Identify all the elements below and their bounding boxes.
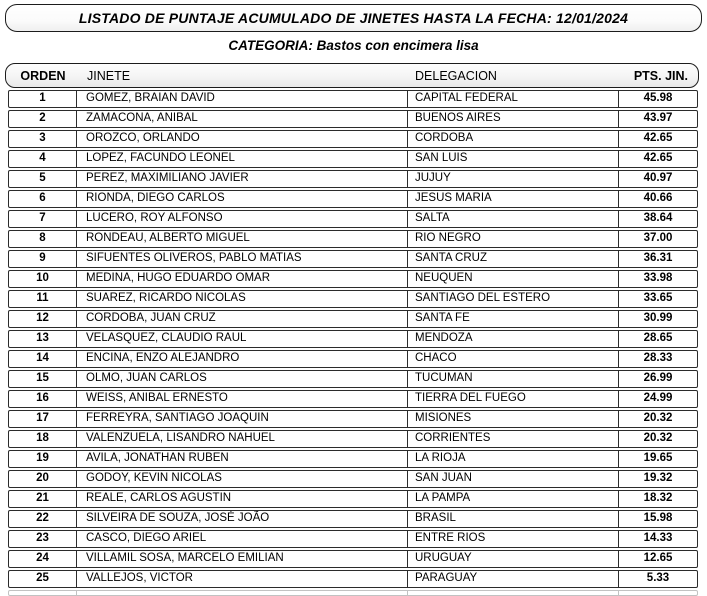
table-row bbox=[8, 270, 698, 288]
row-delegacion: SANTIAGO DEL ESTERO bbox=[408, 291, 619, 307]
table-row bbox=[8, 130, 698, 148]
table-row bbox=[8, 530, 698, 548]
row-orden: 9 bbox=[9, 251, 77, 267]
table-row bbox=[8, 330, 698, 348]
row-orden bbox=[9, 591, 77, 595]
row-jinete: VILLAMIL SOSA, MARCELO EMILIAN bbox=[77, 551, 408, 567]
row-jinete: GOMEZ, BRAIAN DAVID bbox=[77, 91, 408, 107]
row-orden: 25 bbox=[9, 571, 77, 587]
row-orden: 21 bbox=[9, 491, 77, 507]
row-orden: 11 bbox=[9, 291, 77, 307]
row-jinete: RONDEAU, ALBERTO MIGUEL bbox=[77, 231, 408, 247]
row-delegacion: SAN LUIS bbox=[408, 151, 619, 167]
row-points: 40.97 bbox=[643, 172, 673, 185]
row-points: 28.65 bbox=[643, 332, 673, 345]
table-row bbox=[8, 550, 698, 568]
table-body bbox=[8, 90, 698, 596]
row-orden: 5 bbox=[9, 171, 77, 187]
row-jinete bbox=[77, 591, 408, 595]
row-delegacion bbox=[408, 591, 619, 595]
row-jinete: LOPEZ, FACUNDO LEONEL bbox=[77, 151, 408, 167]
table-row bbox=[8, 430, 698, 448]
row-delegacion: CHACO bbox=[408, 351, 619, 367]
row-delegacion: TUCUMAN bbox=[408, 371, 619, 387]
row-points: 40.66 bbox=[643, 192, 673, 205]
title-box bbox=[5, 4, 702, 32]
row-points: 12.65 bbox=[643, 552, 673, 565]
partial-cutoff-row bbox=[8, 590, 698, 596]
row-delegacion: LA RIOJA bbox=[408, 451, 619, 467]
row-jinete: CORDOBA, JUAN CRUZ bbox=[77, 311, 408, 327]
row-delegacion: RIO NEGRO bbox=[408, 231, 619, 247]
table-row bbox=[8, 310, 698, 328]
row-points: 18.32 bbox=[643, 492, 673, 505]
row-points: 19.65 bbox=[643, 452, 673, 465]
row-delegacion: JUJUY bbox=[408, 171, 619, 187]
row-jinete: ZAMACONA, ANIBAL bbox=[77, 111, 408, 127]
row-jinete: OROZCO, ORLANDO bbox=[77, 131, 408, 147]
table-row bbox=[8, 290, 698, 308]
row-jinete: VALENZUELA, LISANDRO NAHUEL bbox=[77, 431, 408, 447]
table-row bbox=[8, 370, 698, 388]
row-points: 20.32 bbox=[643, 412, 673, 425]
row-jinete: CASCO, DIEGO ARIEL bbox=[77, 531, 408, 547]
row-jinete: WEISS, ANIBAL ERNESTO bbox=[77, 391, 408, 407]
table-row bbox=[8, 390, 698, 408]
row-points: 33.65 bbox=[643, 292, 673, 305]
row-delegacion: BRASIL bbox=[408, 511, 619, 527]
column-header-pts: PTS. JIN. bbox=[633, 68, 688, 83]
row-orden: 4 bbox=[9, 151, 77, 167]
row-points: 28.33 bbox=[643, 352, 673, 365]
row-delegacion: TIERRA DEL FUEGO bbox=[408, 391, 619, 407]
row-delegacion: NEUQUEN bbox=[408, 271, 619, 287]
row-orden: 24 bbox=[9, 551, 77, 567]
row-orden: 6 bbox=[9, 191, 77, 207]
row-jinete: ENCINA, ENZO ALEJANDRO bbox=[77, 351, 408, 367]
row-delegacion: SANTA FE bbox=[408, 311, 619, 327]
row-orden: 10 bbox=[9, 271, 77, 287]
table-row bbox=[8, 190, 698, 208]
row-points: 19.32 bbox=[643, 472, 673, 485]
row-points: 33.98 bbox=[643, 272, 673, 285]
column-header-delegacion: DELEGACION bbox=[415, 68, 497, 83]
table-row bbox=[8, 510, 698, 528]
page-title: LISTADO DE PUNTAJE ACUMULADO DE JINETES HASTA LA FECHA: 12/01/2024 bbox=[78, 10, 629, 26]
row-delegacion: LA PAMPA bbox=[408, 491, 619, 507]
row-jinete: SUAREZ, RICARDO NICOLAS bbox=[77, 291, 408, 307]
row-points bbox=[619, 591, 697, 595]
row-orden: 7 bbox=[9, 211, 77, 227]
row-points: 42.65 bbox=[643, 152, 673, 165]
row-orden: 17 bbox=[9, 411, 77, 427]
row-delegacion: CAPITAL FEDERAL bbox=[408, 91, 619, 107]
row-jinete: VALLEJOS, VICTOR bbox=[77, 571, 408, 587]
row-jinete: MEDINA, HUGO EDUARDO OMAR bbox=[77, 271, 408, 287]
column-header-orden: ORDEN bbox=[20, 68, 66, 83]
row-orden: 18 bbox=[9, 431, 77, 447]
row-jinete: OLMO, JUAN CARLOS bbox=[77, 371, 408, 387]
row-points: 24.99 bbox=[643, 392, 673, 405]
row-jinete: SILVEIRA DE SOUZA, JOSÉ JOÃO bbox=[77, 511, 408, 527]
row-points: 36.31 bbox=[643, 252, 673, 265]
row-points: 15.98 bbox=[643, 512, 673, 525]
row-orden: 2 bbox=[9, 111, 77, 127]
row-orden: 15 bbox=[9, 371, 77, 387]
row-jinete: RIONDA, DIEGO CARLOS bbox=[77, 191, 408, 207]
row-orden: 13 bbox=[9, 331, 77, 347]
table-row bbox=[8, 110, 698, 128]
table-row bbox=[8, 150, 698, 168]
row-orden: 8 bbox=[9, 231, 77, 247]
row-orden: 20 bbox=[9, 471, 77, 487]
row-delegacion: JESUS MARIA bbox=[408, 191, 619, 207]
table-row bbox=[8, 470, 698, 488]
table-row bbox=[8, 90, 698, 108]
row-delegacion: CORRIENTES bbox=[408, 431, 619, 447]
row-points: 30.99 bbox=[643, 312, 673, 325]
row-points: 14.33 bbox=[643, 532, 673, 545]
row-delegacion: MENDOZA bbox=[408, 331, 619, 347]
row-points: 43.97 bbox=[643, 112, 673, 125]
row-jinete: VELASQUEZ, CLAUDIO RAUL bbox=[77, 331, 408, 347]
row-orden: 14 bbox=[9, 351, 77, 367]
table-row bbox=[8, 230, 698, 248]
row-delegacion: SAN JUAN bbox=[408, 471, 619, 487]
table-row bbox=[8, 490, 698, 508]
row-points: 45.98 bbox=[643, 92, 673, 105]
column-header-jinete: JINETE bbox=[87, 68, 131, 83]
row-delegacion: MISIONES bbox=[408, 411, 619, 427]
row-orden: 3 bbox=[9, 131, 77, 147]
row-jinete: GODOY, KEVIN NICOLAS bbox=[77, 471, 408, 487]
row-points: 37.00 bbox=[643, 232, 673, 245]
row-delegacion: URUGUAY bbox=[408, 551, 619, 567]
row-orden: 12 bbox=[9, 311, 77, 327]
row-orden: 1 bbox=[9, 91, 77, 107]
row-points: 20.32 bbox=[643, 432, 673, 445]
row-points: 38.64 bbox=[643, 212, 673, 225]
row-jinete: FERREYRA, SANTIAGO JOAQUIN bbox=[77, 411, 408, 427]
row-delegacion: SANTA CRUZ bbox=[408, 251, 619, 267]
row-delegacion: SALTA bbox=[408, 211, 619, 227]
row-orden: 22 bbox=[9, 511, 77, 527]
row-orden: 16 bbox=[9, 391, 77, 407]
table-header bbox=[5, 63, 699, 88]
table-row bbox=[8, 210, 698, 228]
table-row bbox=[8, 170, 698, 188]
table-row bbox=[8, 450, 698, 468]
row-points: 42.65 bbox=[643, 132, 673, 145]
category-subtitle: CATEGORIA: Bastos con encimera lisa bbox=[228, 38, 479, 53]
row-jinete: SIFUENTES OLIVEROS, PABLO MATIAS bbox=[77, 251, 408, 267]
row-jinete: REALE, CARLOS AGUSTIN bbox=[77, 491, 408, 507]
table-row bbox=[8, 570, 698, 588]
table-row bbox=[8, 250, 698, 268]
table-row bbox=[8, 410, 698, 428]
row-delegacion: PARAGUAY bbox=[408, 571, 619, 587]
row-delegacion: BUENOS AIRES bbox=[408, 111, 619, 127]
row-orden: 19 bbox=[9, 451, 77, 467]
row-points: 26.99 bbox=[643, 372, 673, 385]
row-delegacion: CORDOBA bbox=[408, 131, 619, 147]
row-jinete: AVILA, JONATHAN RUBEN bbox=[77, 451, 408, 467]
row-delegacion: ENTRE RIOS bbox=[408, 531, 619, 547]
row-jinete: LUCERO, ROY ALFONSO bbox=[77, 211, 408, 227]
row-orden: 23 bbox=[9, 531, 77, 547]
row-points: 5.33 bbox=[646, 572, 670, 585]
table-row bbox=[8, 350, 698, 368]
row-jinete: PEREZ, MAXIMILIANO JAVIER bbox=[77, 171, 408, 187]
